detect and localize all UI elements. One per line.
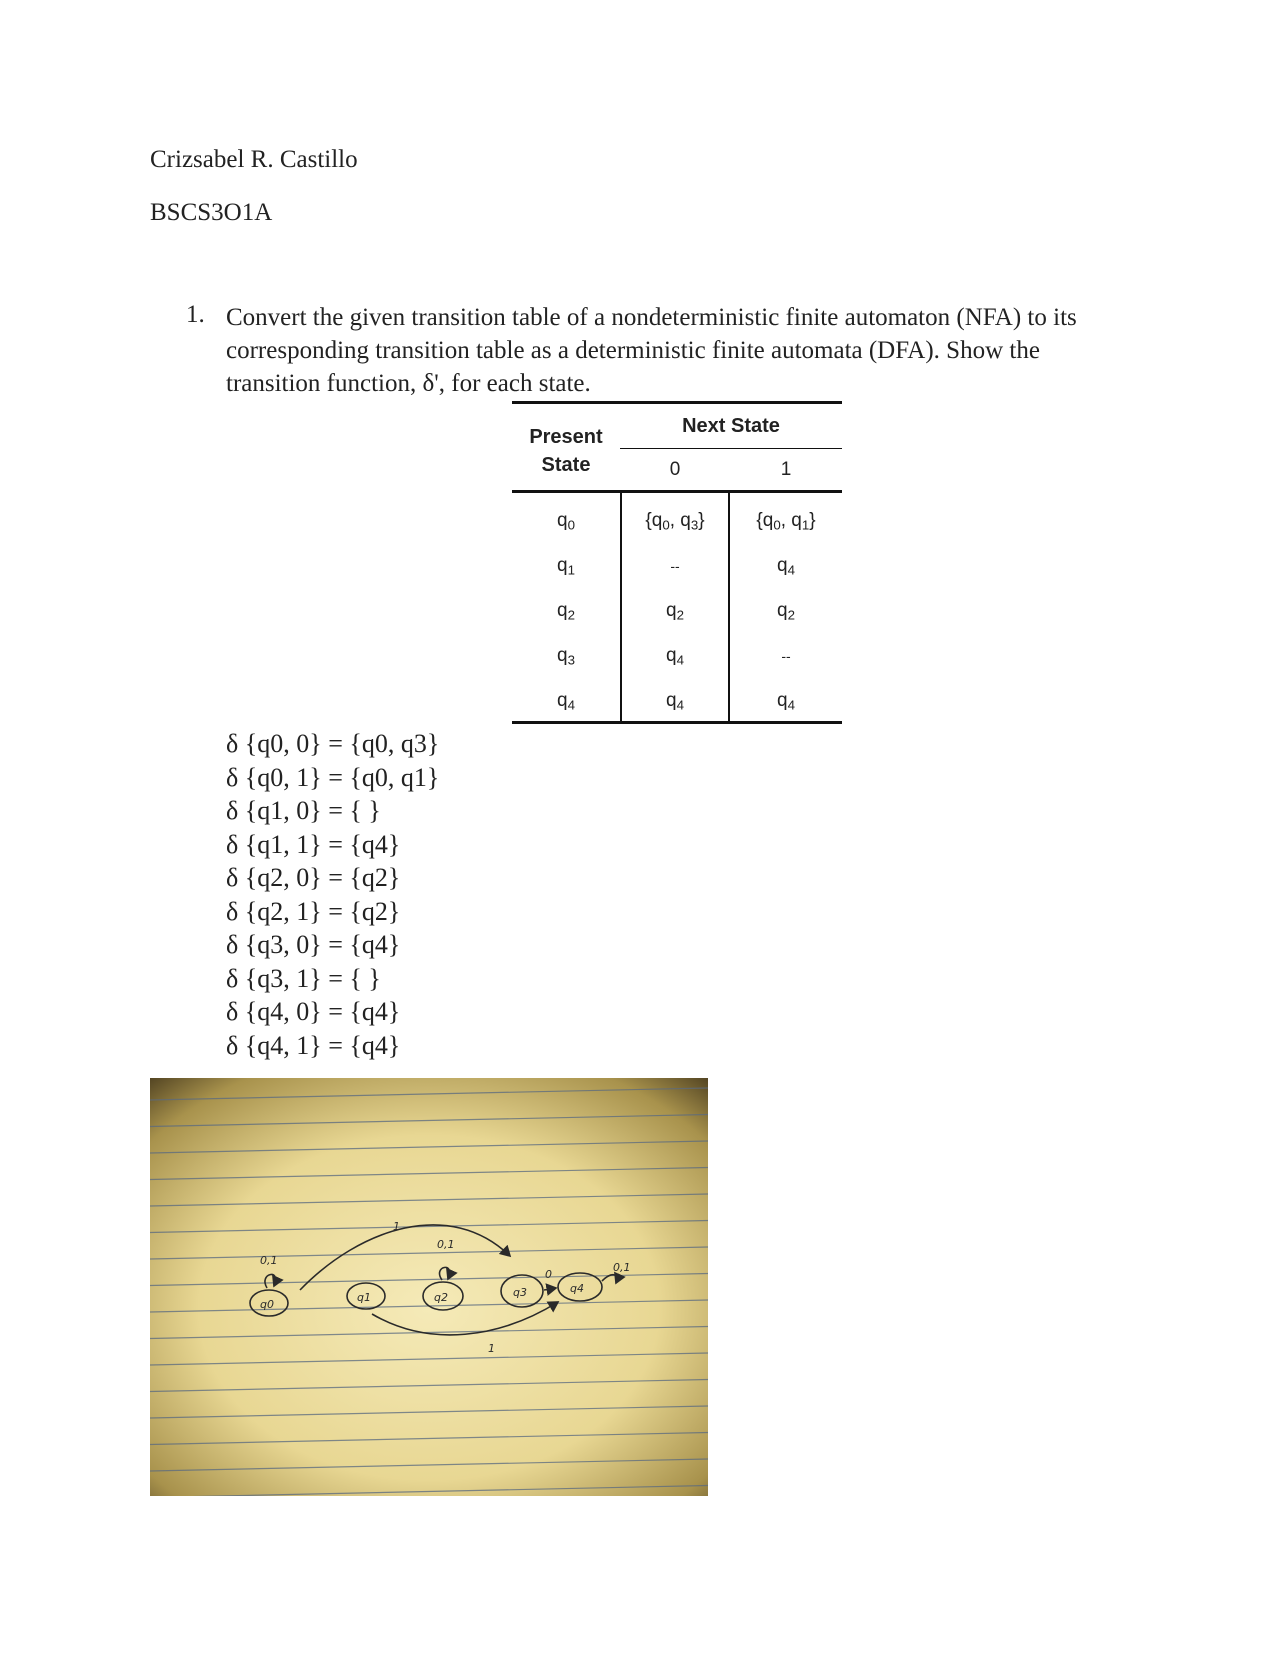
delta-line: δ {q4, 1} = {q4}	[226, 1030, 401, 1060]
top-arc-label: 1	[393, 1220, 400, 1233]
present-header-line2: State	[541, 454, 591, 476]
row-state: q3	[557, 645, 575, 668]
delta-line: δ {q3, 1} = { }	[226, 963, 381, 993]
row-next-on-1: --	[781, 648, 791, 664]
delta-line: δ {q3, 0} = {q4}	[226, 930, 401, 959]
row-next-on-0: q2	[666, 600, 684, 623]
student-name: Crizsabel R. Castillo	[150, 146, 358, 173]
delta-line: δ {q2, 1} = {q2}	[226, 896, 401, 926]
table-top-rule	[512, 401, 842, 404]
row-next-on-0: q4	[666, 690, 684, 713]
input-0-header: 0	[669, 459, 681, 480]
row-next-on-0: {q0, q3}	[645, 510, 705, 533]
present-header-line1: Present	[529, 426, 603, 448]
state-label-q2: q2	[434, 1291, 448, 1304]
class-section: BSCS3O1A	[150, 199, 273, 226]
row-next-on-1: q2	[777, 600, 795, 623]
transition-function-list	[226, 727, 439, 1062]
bottom-arc-label: 1	[488, 1342, 495, 1355]
row-state: q2	[557, 600, 575, 623]
handwritten-state-diagram	[150, 1078, 708, 1496]
q4-loop-label: 0,1	[613, 1261, 631, 1274]
q3-q4-label: 0	[545, 1268, 552, 1281]
delta-line: δ {q0, 0} = {q0, q3}	[226, 729, 440, 758]
present-state-header	[512, 423, 620, 479]
row-next-on-0: q4	[666, 645, 684, 668]
state-label-q3: q3	[513, 1286, 527, 1299]
row-next-on-0: --	[670, 558, 680, 574]
row-next-on-1: q4	[777, 555, 795, 578]
delta-line: δ {q1, 0} = { }	[226, 796, 381, 825]
next-state-underline	[620, 448, 842, 449]
delta-line: δ {q1, 1} = {q4}	[226, 829, 401, 859]
state-diagram-photo	[150, 1078, 708, 1496]
delta-line: δ {q0, 1} = {q0, q1}	[226, 762, 440, 792]
table-bottom-rule	[512, 721, 842, 724]
q2-loop-label: 0,1	[437, 1238, 455, 1251]
row-next-on-1: q4	[777, 690, 795, 713]
q0-loop-label: 0,1	[260, 1254, 278, 1267]
row-state: q4	[557, 690, 575, 713]
input-1-header: 1	[780, 459, 792, 480]
next-state-header: Next State	[682, 415, 780, 437]
table-header-rule	[512, 490, 842, 493]
state-label-q4: q4	[570, 1282, 584, 1295]
state-label-q1: q1	[357, 1291, 371, 1304]
transition-table	[512, 401, 842, 724]
question-number: 1.	[186, 301, 205, 328]
delta-line: δ {q2, 0} = {q2}	[226, 863, 401, 892]
state-label-q0: q0	[260, 1298, 274, 1311]
row-next-on-1: {q0, q1}	[756, 510, 816, 533]
delta-line: δ {q4, 0} = {q4}	[226, 997, 401, 1026]
row-state: q0	[557, 510, 575, 533]
row-state: q1	[557, 555, 575, 578]
paper-background	[150, 1078, 708, 1496]
question-text: Convert the given transition table of a nondeterministic finite automaton (NFA) to its corresponding transition table as a deterministic finite automata (DFA). Show the transition function, δ', for each state.	[226, 304, 1077, 397]
